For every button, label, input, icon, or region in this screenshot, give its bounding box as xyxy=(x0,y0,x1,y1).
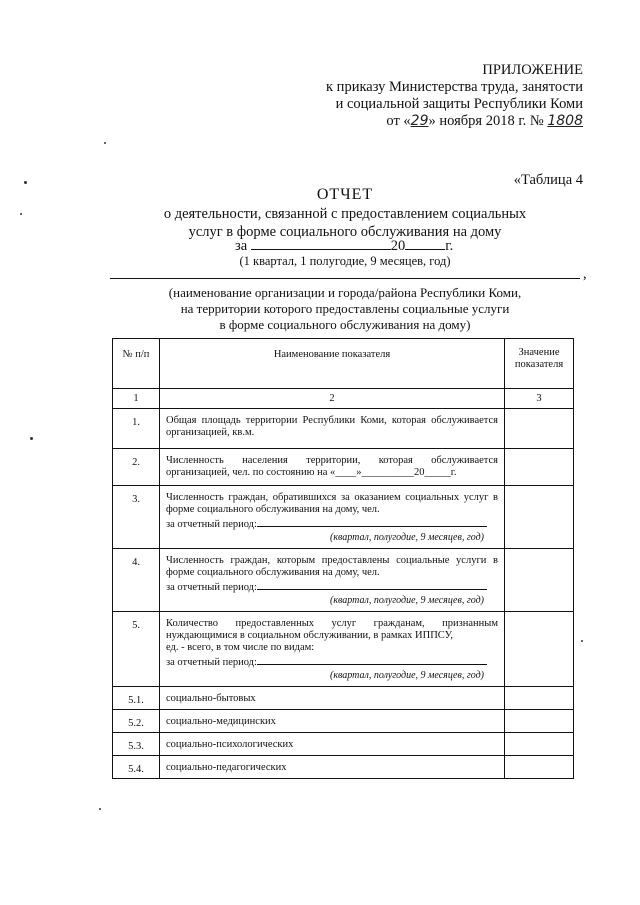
row-value[interactable] xyxy=(505,612,574,687)
indicator-text: Общая площадь территории Республики Коми, которая обслуживается организацией, кв.м. xyxy=(166,415,498,438)
col-value-index: 3 xyxy=(505,389,574,409)
row-value[interactable] xyxy=(505,756,574,779)
period-prefix: за xyxy=(235,238,248,254)
row-number: 5.3. xyxy=(113,733,160,756)
indicator-text-line xyxy=(166,618,498,642)
period-note: (квартал, полугодие, 9 месяцев, год) xyxy=(330,670,484,681)
col-number-index: 1 xyxy=(113,389,160,409)
indicator-text-line xyxy=(166,762,498,774)
period-hint: (1 квартал, 1 полугодие, 9 месяцев, год) xyxy=(239,254,451,268)
row-number: 5. xyxy=(113,612,160,687)
col-value-header: Значение показателя xyxy=(505,339,574,389)
indicator-text-line xyxy=(166,693,498,705)
date-prefix: от « xyxy=(386,113,411,129)
row-number: 1. xyxy=(113,409,160,449)
period-fill-line xyxy=(257,516,487,527)
report-title: ОТЧЕТ xyxy=(316,186,374,203)
table-label: «Таблица 4 xyxy=(513,172,583,188)
row-number: 5.1. xyxy=(113,687,160,710)
row-value[interactable] xyxy=(505,733,574,756)
indicator-text: социально-педагогических xyxy=(166,762,287,773)
indicator-text: Численность граждан, обратившихся за оказанием социальных услуг в форме социального обслуживания на дому, чел. xyxy=(166,492,498,515)
indicator-text: Количество предоставленных услуг гражданам, признанным нуждающимися в социальном обслуживании, в рамках ИППСУ, xyxy=(166,618,498,641)
indicator-text: Численность населения территории, которая обслуживается организацией, чел. по состоянию на «____»__________20_____г. xyxy=(166,455,498,478)
table-row xyxy=(113,756,574,779)
table-row xyxy=(113,687,574,710)
appendix-order-line: к приказу Министерства труда, занятости xyxy=(326,79,583,95)
table-row xyxy=(113,710,574,733)
indicator-text-line xyxy=(166,415,498,439)
col-name-index: 2 xyxy=(160,389,505,409)
row-indicator xyxy=(160,409,505,449)
organization-hint-line2: на территории которого предоставлены социальные услуги xyxy=(180,301,510,316)
table-index-row xyxy=(113,389,574,409)
indicator-text-line xyxy=(166,555,498,579)
indicator-text: социально-медицинских xyxy=(166,716,276,727)
table-row xyxy=(113,486,574,549)
organization-hint-line3: в форме социального обслуживания на дому) xyxy=(219,317,471,332)
row-indicator xyxy=(160,733,505,756)
row-indicator xyxy=(160,549,505,612)
scan-speck xyxy=(99,808,101,810)
table-row xyxy=(113,449,574,486)
indicator-text-line xyxy=(166,455,498,479)
indicator-text-line xyxy=(166,492,498,516)
row-indicator xyxy=(160,756,505,779)
row-value[interactable] xyxy=(505,486,574,549)
table-row xyxy=(113,409,574,449)
row-value[interactable] xyxy=(505,710,574,733)
table-row xyxy=(113,612,574,687)
period-note: (квартал, полугодие, 9 месяцев, год) xyxy=(330,532,484,543)
indicator-text: за отчетный период: xyxy=(166,582,257,593)
row-value[interactable] xyxy=(505,449,574,486)
organization-comma: , xyxy=(583,266,587,282)
scan-speck xyxy=(30,437,33,440)
row-number: 4. xyxy=(113,549,160,612)
row-number: 3. xyxy=(113,486,160,549)
period-blank xyxy=(251,236,391,250)
document-number: 1808 xyxy=(547,113,583,129)
scan-speck xyxy=(104,142,106,144)
table-header-row xyxy=(113,339,574,389)
period-line xyxy=(235,236,453,255)
appendix-ministry-line: и социальной защиты Республики Коми xyxy=(335,96,583,112)
row-number: 5.2. xyxy=(113,710,160,733)
row-number: 5.4. xyxy=(113,756,160,779)
col-number-header: № п/п xyxy=(113,339,160,389)
row-value[interactable] xyxy=(505,549,574,612)
row-value[interactable] xyxy=(505,409,574,449)
row-indicator xyxy=(160,449,505,486)
scan-speck xyxy=(20,213,22,215)
organization-hint-line1: (наименование организации и города/района Республики Коми, xyxy=(168,285,522,300)
table-row xyxy=(113,733,574,756)
indicator-text: за отчетный период: xyxy=(166,657,257,668)
col-name-header: Наименование показателя xyxy=(160,339,505,389)
indicator-text: за отчетный период: xyxy=(166,519,257,530)
date-day: 29 xyxy=(410,113,429,129)
indicator-text: социально-бытовых xyxy=(166,693,256,704)
organization-line xyxy=(110,278,580,279)
indicator-text: Численность граждан, которым предоставлены социальные услуги в форме социального обслуживания на дому, чел. xyxy=(166,555,498,578)
scan-speck xyxy=(24,181,27,184)
indicator-text-line xyxy=(166,642,498,654)
appendix-date-line xyxy=(326,113,583,130)
date-middle: » ноября 2018 г. № xyxy=(428,113,544,129)
indicator-text: социально-психологических xyxy=(166,739,294,750)
report-subtitle-line2: услуг в форме социального обслуживания на дому xyxy=(188,224,502,240)
report-table xyxy=(112,338,574,779)
row-value[interactable] xyxy=(505,687,574,710)
scan-speck xyxy=(581,640,583,642)
indicator-text-line xyxy=(166,716,498,728)
appendix-title: ПРИЛОЖЕНИЕ xyxy=(482,62,583,78)
organization-hint xyxy=(0,285,640,333)
row-indicator xyxy=(160,486,505,549)
period-fill-line xyxy=(257,579,487,590)
indicator-text-line xyxy=(166,579,498,594)
period-fill-line xyxy=(257,654,487,665)
indicator-text-line xyxy=(166,516,498,531)
indicator-text: ед. - всего, в том числе по видам: xyxy=(166,642,315,653)
period-suffix: г. xyxy=(445,238,454,254)
row-indicator xyxy=(160,612,505,687)
indicator-text-line xyxy=(166,654,498,669)
period-note: (квартал, полугодие, 9 месяцев, год) xyxy=(330,595,484,606)
row-indicator xyxy=(160,710,505,733)
row-number: 2. xyxy=(113,449,160,486)
report-subtitle-line1: о деятельности, связанной с предоставлением социальных xyxy=(163,206,527,222)
row-indicator xyxy=(160,687,505,710)
period-year-blank xyxy=(405,236,445,250)
appendix-header xyxy=(326,62,583,130)
table-row xyxy=(113,549,574,612)
period-year: 20 xyxy=(390,238,406,254)
indicator-text-line xyxy=(166,739,498,751)
